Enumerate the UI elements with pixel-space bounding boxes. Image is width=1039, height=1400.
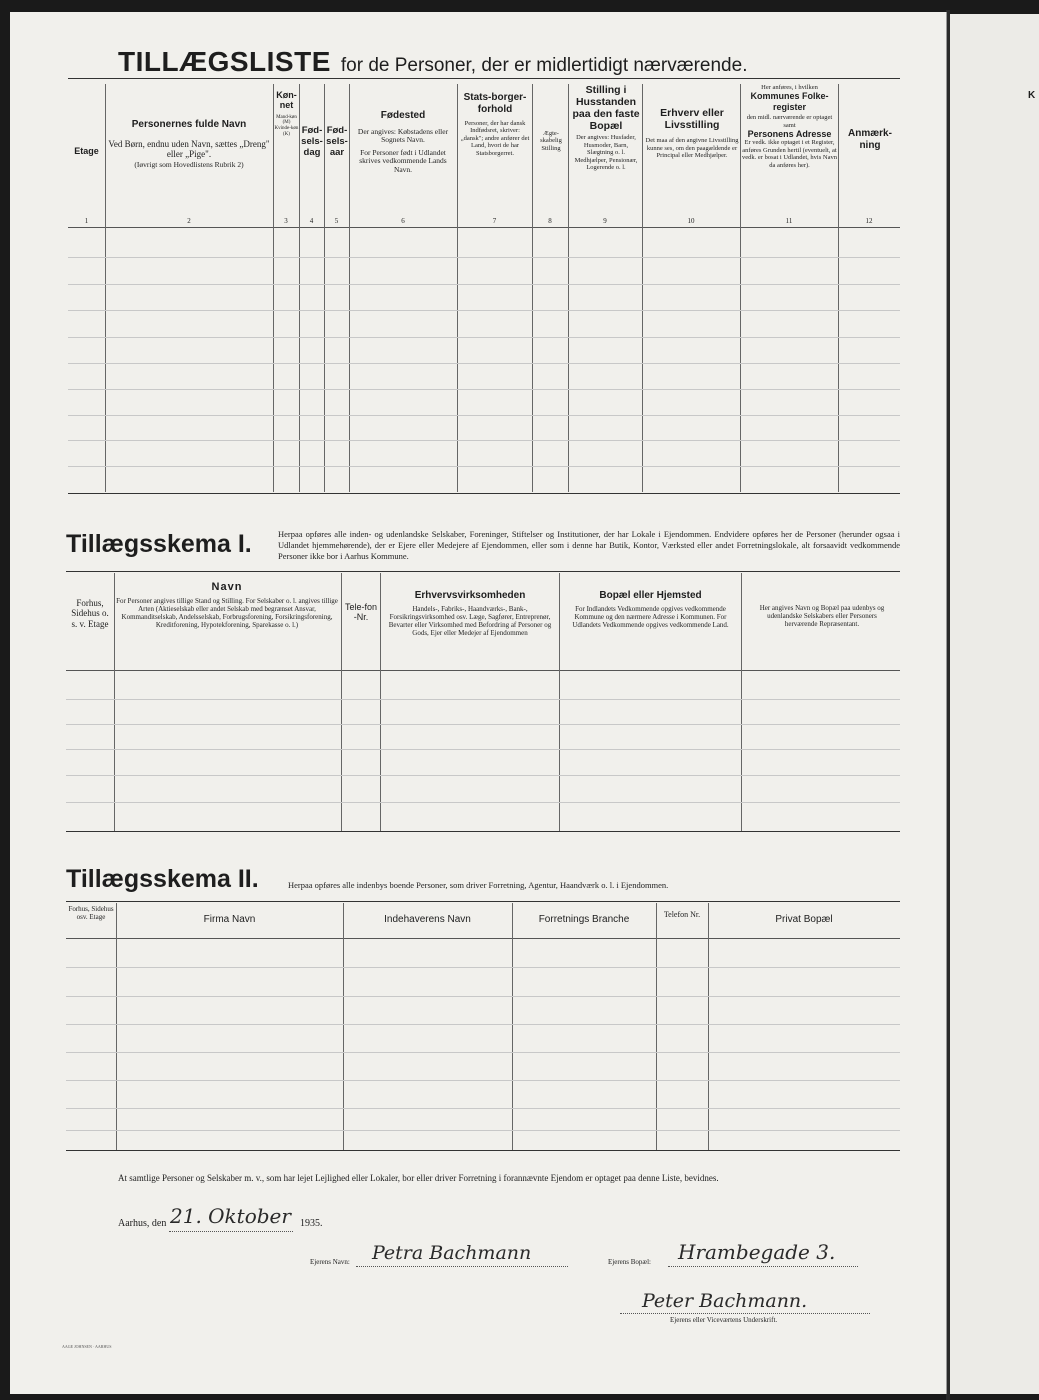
declaration-text: At samtlige Personer og Selskaber m. v., som har lejet Lejlighed eller Lokaler, bor eller driver Forretning i forannævnte Ejendom er optaget paa denne Liste, bevidnes. xyxy=(118,1173,719,1183)
skema2-title: Tillægsskema II. xyxy=(66,865,259,893)
year-label: 1935. xyxy=(300,1218,323,1229)
skema1-navn-header: Navn For Personer angives tillige Stand og Stilling. For Selskaber o. l. angives tillige Arten (Aktieselskab eller andet Selskab med begrænset Ansvar, Kommanditselskab, Andelsselskab, Forbrugsforening, Forsikringsforening, Kreditforening, Hypotekforening, Sparekasse o. l.) xyxy=(116,581,338,629)
col-statsborger-header: Stats-borger-forhold Personer, der har dansk Indfødsret, skriver: „dansk"; andre anfører det Land, hvori de har Statsborgerret. xyxy=(460,92,530,157)
printer-mark: AAGE JOHNSEN · AARHUS xyxy=(62,1344,112,1349)
date-handwritten: 21. Oktober xyxy=(170,1204,291,1228)
col-register-header: Her anføres, i hvilken Kommunes Folke-register den midl. nærværende er optaget samt Personens Adresse Er vedk. ikke optaget i et Register, anføres Grunden hertil (eventuelt, at vedk. er bosat i Udlandet, hvis Navn da anføres her). xyxy=(742,84,837,169)
skema1-intro: Herpaa opføres alle inden- og udenlandske Selskaber, Foreninger, Stiftelser og Institutioner, der har Lokale i Ejendommen. Endvidere opføres her de Personer (herunder ogsaa i Udlandet hjemmehørende), der er Ejere eller Medejere af Ejendommen, eller som i denne har Butik, Kontor, Værksted eller andet Forretningslokale, alt forsaavidt vedkommende Personer ikke bor i Aarhus Kommune. xyxy=(278,529,900,562)
skema2-intro: Herpaa opføres alle indenbys boende Personer, som driver Forretning, Agentur, Haandværk o. l. i Ejendommen. xyxy=(288,880,669,890)
col-navn-header: Personernes fulde Navn Ved Børn, endnu uden Navn, sættes „Dreng" eller „Pige". (Iøvrigt som Hovedlistens Rubrik 2) xyxy=(108,119,270,170)
place-label: Aarhus, den xyxy=(118,1218,167,1229)
col-stilling-header: Stilling i Husstanden paa den faste Bopæl Der angives: Husfader, Husmoder, Barn, Slægtning o. l. Medhjælper, Pensionær, Logerende o. l. xyxy=(572,84,640,172)
col-anmaerkning-header: Anmærk-ning xyxy=(848,128,892,151)
skema1-bopael-header: Bopæl eller Hjemsted For Indlandets Vedkommende opgives vedkommende Kommune og den nærmere Adresse i Kommunen. For Udlandets Vedkommende opgives vedkommende Land. xyxy=(572,590,729,629)
title-rest: for de Personer, der er midlertidigt nærværende. xyxy=(340,55,748,76)
skema2-etage-header: Forhus, Sidehus osv. Etage xyxy=(68,905,114,922)
owner-name-handwritten: Petra Bachmann xyxy=(372,1242,532,1264)
page-title xyxy=(118,46,747,78)
col-erhverv-header: Erhverv eller Livsstilling Det maa af den angivne Livsstilling kunne ses, om den paagældende er Principal eller Medhjælper. xyxy=(645,107,739,160)
facing-page xyxy=(950,14,1039,1394)
skema2-branche-header: Forretnings Branche xyxy=(538,914,630,925)
col-foedested-header: Fødested Der angives: Købstadens eller Sognets Navn. For Personer født i Udlandet skrives vedkommende Lands Navn. xyxy=(357,110,449,174)
skema2-indehaver-header: Indehaverens Navn xyxy=(384,914,471,925)
owner-name-label: Ejerens Navn: xyxy=(310,1258,350,1266)
col-aegteskab-header: Ægte-skabelig Stilling xyxy=(540,130,562,152)
owner-address-label: Ejerens Bopæl: xyxy=(608,1258,651,1266)
col-foedselsdag-header: Fød-sels-dag xyxy=(301,125,323,158)
skema1-title: Tillægsskema I. xyxy=(66,530,252,558)
form-page: TILLÆGSLISTE for de Personer, der er midlertidigt nærværende. Etage Personernes fulde Navn Ved Børn, endnu uden Navn, sættes „Dreng" eller „Pige". (Iøvrigt som Hovedlistens Rubrik 2) Køn-net Mand-køn (M) Kvinde-køn (K) Fød-sels-dag Fød-sels-aar Fødested Der angives: Købstadens eller Sognets Navn. For Personer født i Udlandet skrives vedkommende Lands Navn. Stats-borger-forhold Personer, der har dansk Indfødsret, skriver: „dansk"; andre anfører det Land, hvori de har Statsborgerret. Ægte-skabelig Stilling Stilling i Husstanden paa den faste Bopæl Der angives: Husfader, Husmoder, Barn, Slægtning o. l. Medhjælper, Pensionær, Logerende o. l. Erhverv eller Livsstilling Det maa af den angivne Livsstilling kunne ses, om den paagældende er Principal eller Medhjælper. Her anføres, i hvilken Kommunes Folke-register den midl. nærværende er optaget samt Personens Adresse Er vedk. ikke optaget i et Register, anføres Grunden hertil (eventuelt, at vedk. er bosat i Udlandet, hvis Navn da anføres her). Anmærk-ning 1 2 3 4 5 6 7 8 9 10 11 12 Tillægsskema I. Herpaa opføres alle inden- og udenlandske Selskaber, Foreninger, Stiftelser og Institutioner, der har Lokale i Ejendommen. Endvidere opføres her de Personer (herunder ogsaa i Udlandet hjemmehørende), der er Ejere eller Medejere af Ejendommen, eller som i denne har Butik, Kontor, Værksted eller andet Forretningslokale, alt forsaavidt vedkommende Personer ikke bor i Aarhus Kommune. Forhus, Sidehus o. s. v. Etage Navn For Personer angives tillige Stand og Stilling. For Selskaber o. l. angives tillige Arten (Aktieselskab eller andet Selskab med begrænset Ansvar, Kommanditselskab, Andelsselskab, Forbrugsforening, Forsikringsforening, Kreditforening, Hypotekforening, Sparekasse o. l.) Tele-fon-Nr. Erhvervsvirksomheden Handels-, Fabriks-, Haandværks-, Bank-, Forsikringsvirksomhed osv. Læge, Sagfører, Entreprenør, Bevarter eller Virksomhed med Befordring af Personer og Gods, Ejer eller Medejer af Ejendommen Bopæl eller Hjemsted For Indlandets Vedkommende opgives vedkommende Kommune og den nærmere Adresse i Kommunen. For Udlandets Vedkommende opgives vedkommende Land. Her angives Navn og Bopæl paa udenbys og udenlandske Selskabers eller Personers herværende Repræsentant. Tillægsskema II. Herpaa opføres alle indenbys boende Personer, som driver Forretning, Agentur, Haandværk o. l. i Ejendommen. Forhus, Sidehus osv. Etage Firma Navn Indehaverens Navn Forretnings Branche Telefon Nr. Privat Bopæl At samtlige Personer og Selskaber m. v., som har lejet Lejlighed eller Lokaler, bor eller driver Forretning i forannævnte Ejendom er optaget paa denne Liste, bevidnes. Aarhus, den 21. Oktober 1935. Ejerens Navn: Petra Bachmann Ejerens Bopæl: Hrambegade 3. Peter Bachmann. Ejerens eller Viceværtens Underskrift. AAGE JOHNSEN · AARHUS xyxy=(10,12,947,1394)
signature-label: Ejerens eller Viceværtens Underskrift. xyxy=(670,1316,778,1324)
col-etage-header: Etage xyxy=(74,146,99,156)
col-koen-header: Køn-net Mand-køn (M) Kvinde-køn (K) xyxy=(274,90,299,137)
owner-address-handwritten: Hrambegade 3. xyxy=(678,1240,836,1264)
skema1-repraesentant-header: Her angives Navn og Bopæl paa udenbys og udenlandske Selskabers eller Personers herværende Repræsentant. xyxy=(759,604,885,629)
skema2-firma-header: Firma Navn xyxy=(203,914,256,925)
skema2-bopael-header: Privat Bopæl xyxy=(775,914,833,925)
skema2-telefon-header: Telefon Nr. xyxy=(663,910,701,919)
skema1-etage-header: Forhus, Sidehus o. s. v. Etage xyxy=(71,598,109,629)
title-main: TILLÆGSLISTE xyxy=(118,46,331,77)
skema1-telefon-header: Tele-fon-Nr. xyxy=(344,602,378,623)
skema1-erhverv-header: Erhvervsvirksomheden Handels-, Fabriks-, Haandværks-, Bank-, Forsikringsvirksomhed osv. Læge, Sagfører, Entreprenør, Bevarter eller Virksomhed med Befordring af Personer og Gods, Ejer eller Medejer af Ejendommen xyxy=(388,590,552,637)
facing-page-letter: K xyxy=(1028,90,1036,101)
col-foedselsaar-header: Fød-sels-aar xyxy=(326,125,348,158)
signature-handwritten: Peter Bachmann. xyxy=(642,1290,808,1312)
